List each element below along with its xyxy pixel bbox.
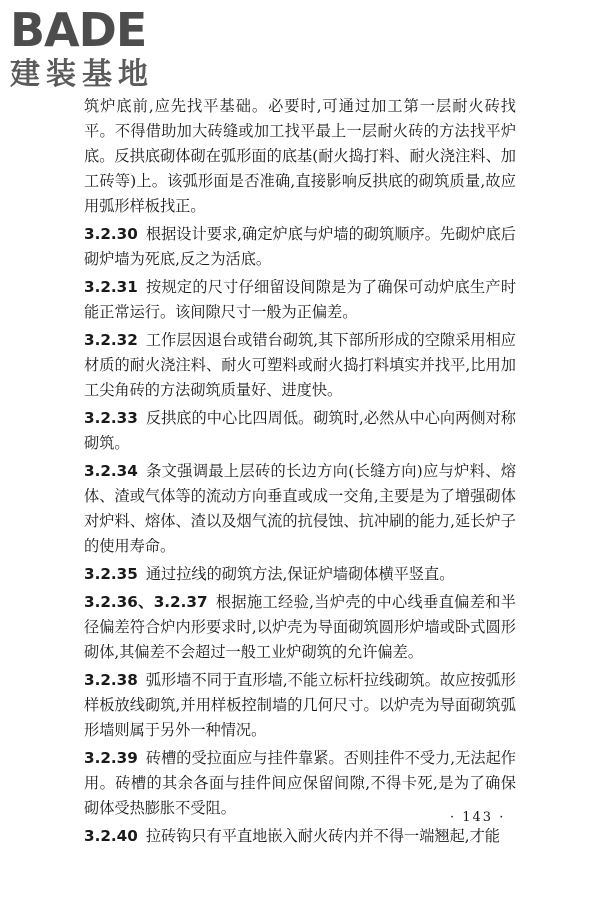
clause-number: 3.2.36、3.2.37 — [84, 593, 208, 611]
paragraph — [84, 562, 516, 587]
clause-number: 3.2.40 — [84, 827, 138, 845]
paragraph-text: 按规定的尺寸仔细留设间隙是为了确保可动炉底生产时能正常运行。该间隙尺寸一般为正偏差。 — [84, 278, 516, 321]
logo — [8, 4, 178, 94]
paragraph — [84, 94, 516, 219]
logo-chinese-text: 建装基地 — [10, 57, 154, 92]
clause-number: 3.2.30 — [84, 225, 138, 243]
clause-number: 3.2.32 — [84, 331, 138, 349]
clause-number: 3.2.38 — [84, 671, 138, 689]
paragraph — [84, 406, 516, 456]
paragraph-text: 条文强调最上层砖的长边方向(长缝方向)应与炉料、熔体、渣或气体等的流动方向垂直或成一交角,主要是为了增强砌体对炉料、熔体、渣以及烟气流的抗侵蚀、抗冲刷的能力,延长炉子的使用寿命。 — [84, 462, 516, 555]
clause-number: 3.2.31 — [84, 278, 138, 296]
paragraph-text: 反拱底的中心比四周低。砌筑时,必然从中心向两侧对称砌筑。 — [84, 409, 516, 452]
paragraph-text: 通过拉线的砌筑方法,保证炉墙砌体横平竖直。 — [145, 565, 455, 583]
page-number: · 143 · — [450, 810, 506, 825]
paragraph-text: 根据施工经验,当炉壳的中心线垂直偏差和半径偏差符合炉内形要求时,以炉壳为导面砌筑圆形炉墙或卧式圆形砌体,其偏差不会超过一般工业炉砌筑的允许偏差。 — [84, 593, 516, 661]
clause-number: 3.2.33 — [84, 409, 138, 427]
paragraph-text: 根据设计要求,确定炉底与炉墙的砌筑顺序。先砌炉底后砌炉墙为死底,反之为活底。 — [84, 225, 516, 268]
paragraph — [84, 459, 516, 559]
paragraph — [84, 590, 516, 665]
paragraph-text: 工作层因退台或错台砌筑,其下部所形成的空隙采用相应材质的耐火浇注料、耐火可塑料或耐火捣打料填实并找平,比用加工尖角砖的方法砌筑质量好、进度快。 — [84, 331, 516, 399]
paragraph-text: 拉砖钩只有平直地嵌入耐火砖内并不得一端翘起,才能 — [145, 827, 500, 845]
paragraph — [84, 222, 516, 272]
clause-number: 3.2.35 — [84, 565, 138, 583]
paragraph-text: 砖槽的受拉面应与挂件靠紧。否则挂件不受力,无法起作用。砖槽的其余各面与挂件间应保留间隙,不得卡死,是为了确保砌体受热膨胀不受阻。 — [84, 749, 516, 817]
paragraph-text: 弧形墙不同于直形墙,不能立标杆拉线砌筑。故应按弧形样板放线砌筑,并用样板控制墙的几何尺寸。以炉壳为导面砌筑弧形墙则属于另外一种情况。 — [84, 671, 516, 739]
clause-number: 3.2.34 — [84, 462, 138, 480]
paragraph — [84, 668, 516, 743]
logo-wordmark: BADE — [10, 3, 147, 57]
paragraph-text: 筑炉底前,应先找平基础。必要时,可通过加工第一层耐火砖找平。不得借助加大砖缝或加工找平最上一层耐火砖的方法找平炉底。反拱底砌体砌在弧形面的底基(耐火捣打料、耐火浇注料、加工砖等)上。该弧形面是否准确,直接影响反拱底的砌筑质量,故应用弧形样板找正。 — [84, 97, 516, 215]
paragraph — [84, 824, 516, 849]
paragraph — [84, 328, 516, 403]
document-body — [84, 94, 516, 852]
paragraph — [84, 275, 516, 325]
clause-number: 3.2.39 — [84, 749, 138, 767]
